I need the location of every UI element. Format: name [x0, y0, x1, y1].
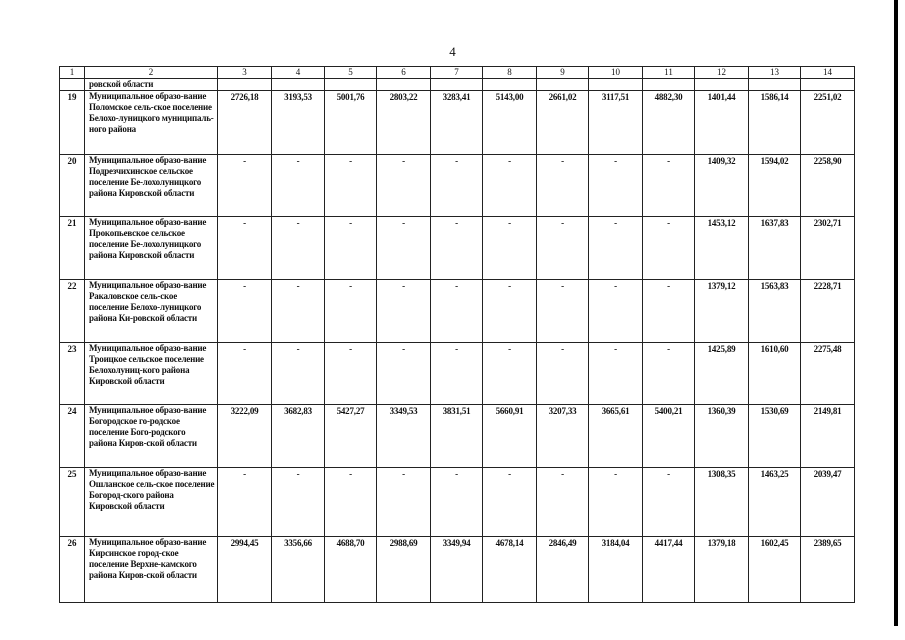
value-cell: -: [537, 217, 589, 280]
value-cell: -: [377, 155, 431, 217]
value-cell: -: [272, 280, 325, 343]
value-cell: 3222,09: [218, 405, 272, 468]
continuation-row: [60, 79, 855, 91]
table-row: [60, 217, 855, 280]
municipality-name: Муниципальное образо-вание Кирсинское город-ское поселение Верхне-камского района Киров-ской области: [85, 537, 218, 603]
value-cell: 3117,51: [589, 91, 643, 155]
value-cell: 3356,66: [272, 537, 325, 603]
table-cell: [537, 79, 589, 91]
value-cell: 1360,39: [695, 405, 749, 468]
table-row: [60, 91, 855, 155]
header-row: [60, 67, 855, 79]
header-cell: 1: [60, 67, 85, 79]
value-cell: 3831,51: [431, 405, 483, 468]
value-cell: -: [218, 155, 272, 217]
value-cell: -: [589, 217, 643, 280]
value-cell: -: [431, 468, 483, 537]
value-cell: 3665,61: [589, 405, 643, 468]
value-cell: -: [537, 343, 589, 405]
value-cell: 2302,71: [801, 217, 855, 280]
table-cell: [272, 79, 325, 91]
table-cell: [483, 79, 537, 91]
value-cell: 5143,00: [483, 91, 537, 155]
value-cell: 2389,65: [801, 537, 855, 603]
row-number: 21: [60, 217, 85, 280]
value-cell: -: [377, 217, 431, 280]
value-cell: 5427,27: [325, 405, 377, 468]
value-cell: -: [325, 155, 377, 217]
value-cell: 1586,14: [749, 91, 801, 155]
row-number: 20: [60, 155, 85, 217]
value-cell: 1463,25: [749, 468, 801, 537]
value-cell: 1563,83: [749, 280, 801, 343]
header-cell: 8: [483, 67, 537, 79]
value-cell: 1425,89: [695, 343, 749, 405]
value-cell: -: [325, 468, 377, 537]
value-cell: 3193,53: [272, 91, 325, 155]
value-cell: -: [218, 217, 272, 280]
value-cell: 4688,70: [325, 537, 377, 603]
value-cell: 3349,94: [431, 537, 483, 603]
header-cell: 3: [218, 67, 272, 79]
value-cell: -: [377, 343, 431, 405]
value-cell: -: [431, 155, 483, 217]
value-cell: 1308,35: [695, 468, 749, 537]
table-row: [60, 280, 855, 343]
row-number: 22: [60, 280, 85, 343]
value-cell: 3283,41: [431, 91, 483, 155]
row-number: 24: [60, 405, 85, 468]
municipality-name: Муниципальное образо-вание Поломское сель-ское поселение Белохо-луницкого муниципаль-ного района: [85, 91, 218, 155]
row-number: 19: [60, 91, 85, 155]
value-cell: 2803,22: [377, 91, 431, 155]
value-cell: -: [272, 217, 325, 280]
header-cell: 10: [589, 67, 643, 79]
header-cell: 6: [377, 67, 431, 79]
value-cell: 1637,83: [749, 217, 801, 280]
value-cell: 3207,33: [537, 405, 589, 468]
value-cell: -: [483, 280, 537, 343]
value-cell: 2994,45: [218, 537, 272, 603]
table-row: [60, 405, 855, 468]
value-cell: 2846,49: [537, 537, 589, 603]
value-cell: -: [589, 155, 643, 217]
table-cell: [218, 79, 272, 91]
value-cell: 2228,71: [801, 280, 855, 343]
table-cell: [643, 79, 695, 91]
value-cell: -: [483, 155, 537, 217]
value-cell: 2726,18: [218, 91, 272, 155]
table-row: [60, 537, 855, 603]
value-cell: -: [272, 343, 325, 405]
value-cell: 4417,44: [643, 537, 695, 603]
value-cell: 5400,21: [643, 405, 695, 468]
row-number: 26: [60, 537, 85, 603]
table-cell: [801, 79, 855, 91]
value-cell: 1453,12: [695, 217, 749, 280]
value-cell: -: [218, 280, 272, 343]
tariff-table: [59, 66, 855, 603]
municipality-name: Муниципальное образо-вание Прокопьевское сельское поселение Бе-лохолуницкого района Кировской области: [85, 217, 218, 280]
table-cell: [695, 79, 749, 91]
table-cell: [377, 79, 431, 91]
continuation-text: ровской области: [85, 79, 218, 91]
header-cell: 12: [695, 67, 749, 79]
table-cell: [60, 79, 85, 91]
value-cell: -: [537, 468, 589, 537]
value-cell: 3682,83: [272, 405, 325, 468]
header-cell: 9: [537, 67, 589, 79]
value-cell: 2258,90: [801, 155, 855, 217]
header-cell: 14: [801, 67, 855, 79]
value-cell: 1409,32: [695, 155, 749, 217]
table-row: [60, 343, 855, 405]
value-cell: 3349,53: [377, 405, 431, 468]
value-cell: 2988,69: [377, 537, 431, 603]
value-cell: 1379,18: [695, 537, 749, 603]
value-cell: -: [431, 280, 483, 343]
header-cell: 13: [749, 67, 801, 79]
value-cell: 2039,47: [801, 468, 855, 537]
municipality-name: Муниципальное образо-вание Подрезчихинское сельское поселение Бе-лохолуницкого района Кировской области: [85, 155, 218, 217]
municipality-name: Муниципальное образо-вание Богородское го-родское поселение Бого-родского района Киров-ской области: [85, 405, 218, 468]
value-cell: -: [325, 217, 377, 280]
value-cell: -: [589, 468, 643, 537]
value-cell: 5660,91: [483, 405, 537, 468]
table-cell: [749, 79, 801, 91]
header-cell: 2: [85, 67, 218, 79]
value-cell: 3184,04: [589, 537, 643, 603]
value-cell: 4882,30: [643, 91, 695, 155]
header-cell: 5: [325, 67, 377, 79]
value-cell: -: [643, 468, 695, 537]
value-cell: 1602,45: [749, 537, 801, 603]
page-number: 4: [449, 44, 456, 59]
value-cell: 1594,02: [749, 155, 801, 217]
table-cell: [325, 79, 377, 91]
value-cell: -: [377, 280, 431, 343]
value-cell: -: [589, 280, 643, 343]
value-cell: -: [537, 155, 589, 217]
municipality-name: Муниципальное образо-вание Ошланское сель-ское поселение Богород-ского района Кировской области: [85, 468, 218, 537]
value-cell: -: [643, 155, 695, 217]
value-cell: 2275,48: [801, 343, 855, 405]
value-cell: -: [643, 343, 695, 405]
value-cell: 2251,02: [801, 91, 855, 155]
header-cell: 7: [431, 67, 483, 79]
value-cell: 4678,14: [483, 537, 537, 603]
value-cell: -: [218, 468, 272, 537]
value-cell: -: [589, 343, 643, 405]
header-cell: 4: [272, 67, 325, 79]
value-cell: -: [643, 217, 695, 280]
value-cell: -: [431, 343, 483, 405]
table-cell: [589, 79, 643, 91]
value-cell: -: [483, 468, 537, 537]
value-cell: 1401,44: [695, 91, 749, 155]
municipality-name: Муниципальное образо-вание Ракаловское сель-ское поселение Белохо-луницкого района Ки-ровской области: [85, 280, 218, 343]
value-cell: -: [325, 343, 377, 405]
value-cell: 2661,02: [537, 91, 589, 155]
value-cell: -: [272, 468, 325, 537]
header-cell: 11: [643, 67, 695, 79]
municipality-name: Муниципальное образо-вание Троицкое сельское поселение Белохолуниц-кого района Кировской области: [85, 343, 218, 405]
value-cell: -: [643, 280, 695, 343]
page-edge-line: [894, 0, 898, 626]
value-cell: -: [431, 217, 483, 280]
table-row: [60, 155, 855, 217]
value-cell: 1379,12: [695, 280, 749, 343]
value-cell: -: [483, 343, 537, 405]
row-number: 23: [60, 343, 85, 405]
value-cell: 5001,76: [325, 91, 377, 155]
row-number: 25: [60, 468, 85, 537]
value-cell: -: [483, 217, 537, 280]
value-cell: -: [272, 155, 325, 217]
value-cell: -: [537, 280, 589, 343]
table-row: [60, 468, 855, 537]
value-cell: 1610,60: [749, 343, 801, 405]
value-cell: -: [218, 343, 272, 405]
table-cell: [431, 79, 483, 91]
value-cell: -: [325, 280, 377, 343]
value-cell: 1530,69: [749, 405, 801, 468]
value-cell: -: [377, 468, 431, 537]
value-cell: 2149,81: [801, 405, 855, 468]
